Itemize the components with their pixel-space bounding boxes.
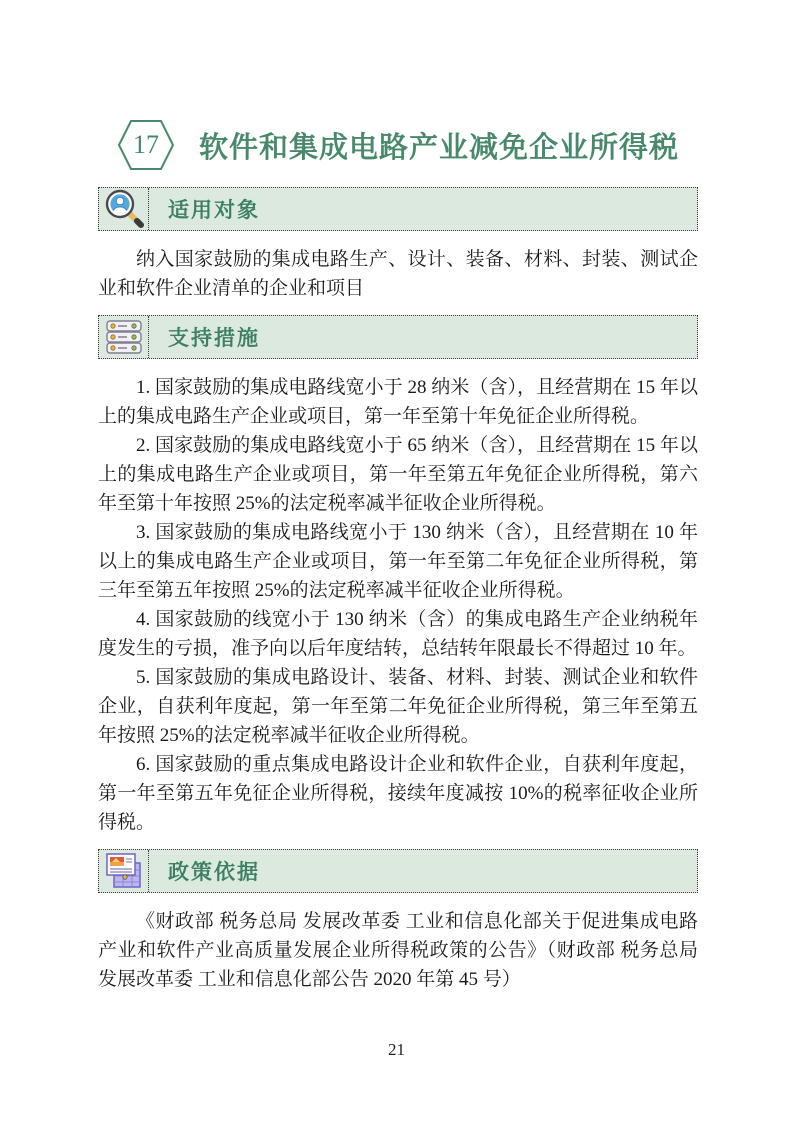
section-heading: 政策依据 bbox=[168, 860, 260, 884]
section-icon-cell bbox=[99, 850, 149, 892]
section-body-applicable-targets bbox=[98, 245, 698, 303]
page-title: 软件和集成电路产业减免企业所得税 bbox=[199, 131, 680, 164]
paragraph: 3. 国家鼓励的集成电路线宽小于 130 纳米（含），且经营期在 10 年以上的集成电路生产企业或项目，第一年至第二年免征企业所得税，第三年至第五年按照 25%的法定税率减半征收企业所得税。 bbox=[98, 522, 698, 601]
section-label-cell bbox=[149, 316, 260, 358]
section-icon-cell bbox=[99, 188, 149, 230]
paragraph: 《财政部 税务总局 发展改革委 工业和信息化部关于促进集成电路产业和软件产业高质量发展企业所得税政策的公告》（财政部 税务总局 发展改革委 工业和信息化部公告 2020 年第 45 号） bbox=[98, 911, 698, 990]
section-header-applicable-targets bbox=[98, 187, 698, 231]
section-label-cell bbox=[149, 188, 260, 230]
page-number: 21 bbox=[388, 1040, 405, 1059]
paragraph: 4. 国家鼓励的线宽小于 130 纳米（含）的集成电路生产企业纳税年度发生的亏损，准予向以后年度结转，总结转年限最长不得超过 10 年。 bbox=[98, 609, 698, 659]
paragraph: 纳入国家鼓励的集成电路生产、设计、装备、材料、封装、测试企业和软件企业清单的企业和项目 bbox=[98, 249, 698, 299]
title-row bbox=[118, 118, 698, 172]
paragraph: 5. 国家鼓励的集成电路设计、装备、材料、封装、测试企业和软件企业，自获利年度起，第一年至第二年免征企业所得税，第三年至第五年按照 25%的法定税率减半征收企业所得税。 bbox=[98, 667, 698, 746]
user-search-icon bbox=[103, 188, 145, 230]
paragraph: 6. 国家鼓励的重点集成电路设计企业和软件企业，自获利年度起，第一年至第五年免征企业所得税，接续年度减按 10%的税率征收企业所得税。 bbox=[98, 754, 698, 833]
section-icon-cell bbox=[99, 316, 149, 358]
section-body-policy-basis bbox=[98, 907, 698, 994]
section-heading: 适用对象 bbox=[168, 198, 260, 222]
page-content bbox=[98, 0, 698, 994]
paragraph: 1. 国家鼓励的集成电路线宽小于 28 纳米（含），且经营期在 15 年以上的集成电路生产企业或项目，第一年至第十年免征企业所得税。 bbox=[98, 377, 698, 427]
section-label-cell bbox=[149, 850, 260, 892]
section-number-badge bbox=[118, 119, 174, 171]
server-stack-icon bbox=[103, 316, 145, 358]
section-body-support-measures bbox=[98, 373, 698, 837]
newspaper-icon bbox=[103, 850, 145, 892]
paragraph: 2. 国家鼓励的集成电路线宽小于 65 纳米（含），且经营期在 15 年以上的集成电路生产企业或项目，第一年至第五年免征企业所得税，第六年至第十年按照 25%的法定税率减半征收企业所得税。 bbox=[98, 435, 698, 514]
badge-number: 17 bbox=[133, 130, 159, 159]
section-header-policy-basis bbox=[98, 849, 698, 893]
section-header-support-measures bbox=[98, 315, 698, 359]
section-heading: 支持措施 bbox=[168, 326, 260, 350]
